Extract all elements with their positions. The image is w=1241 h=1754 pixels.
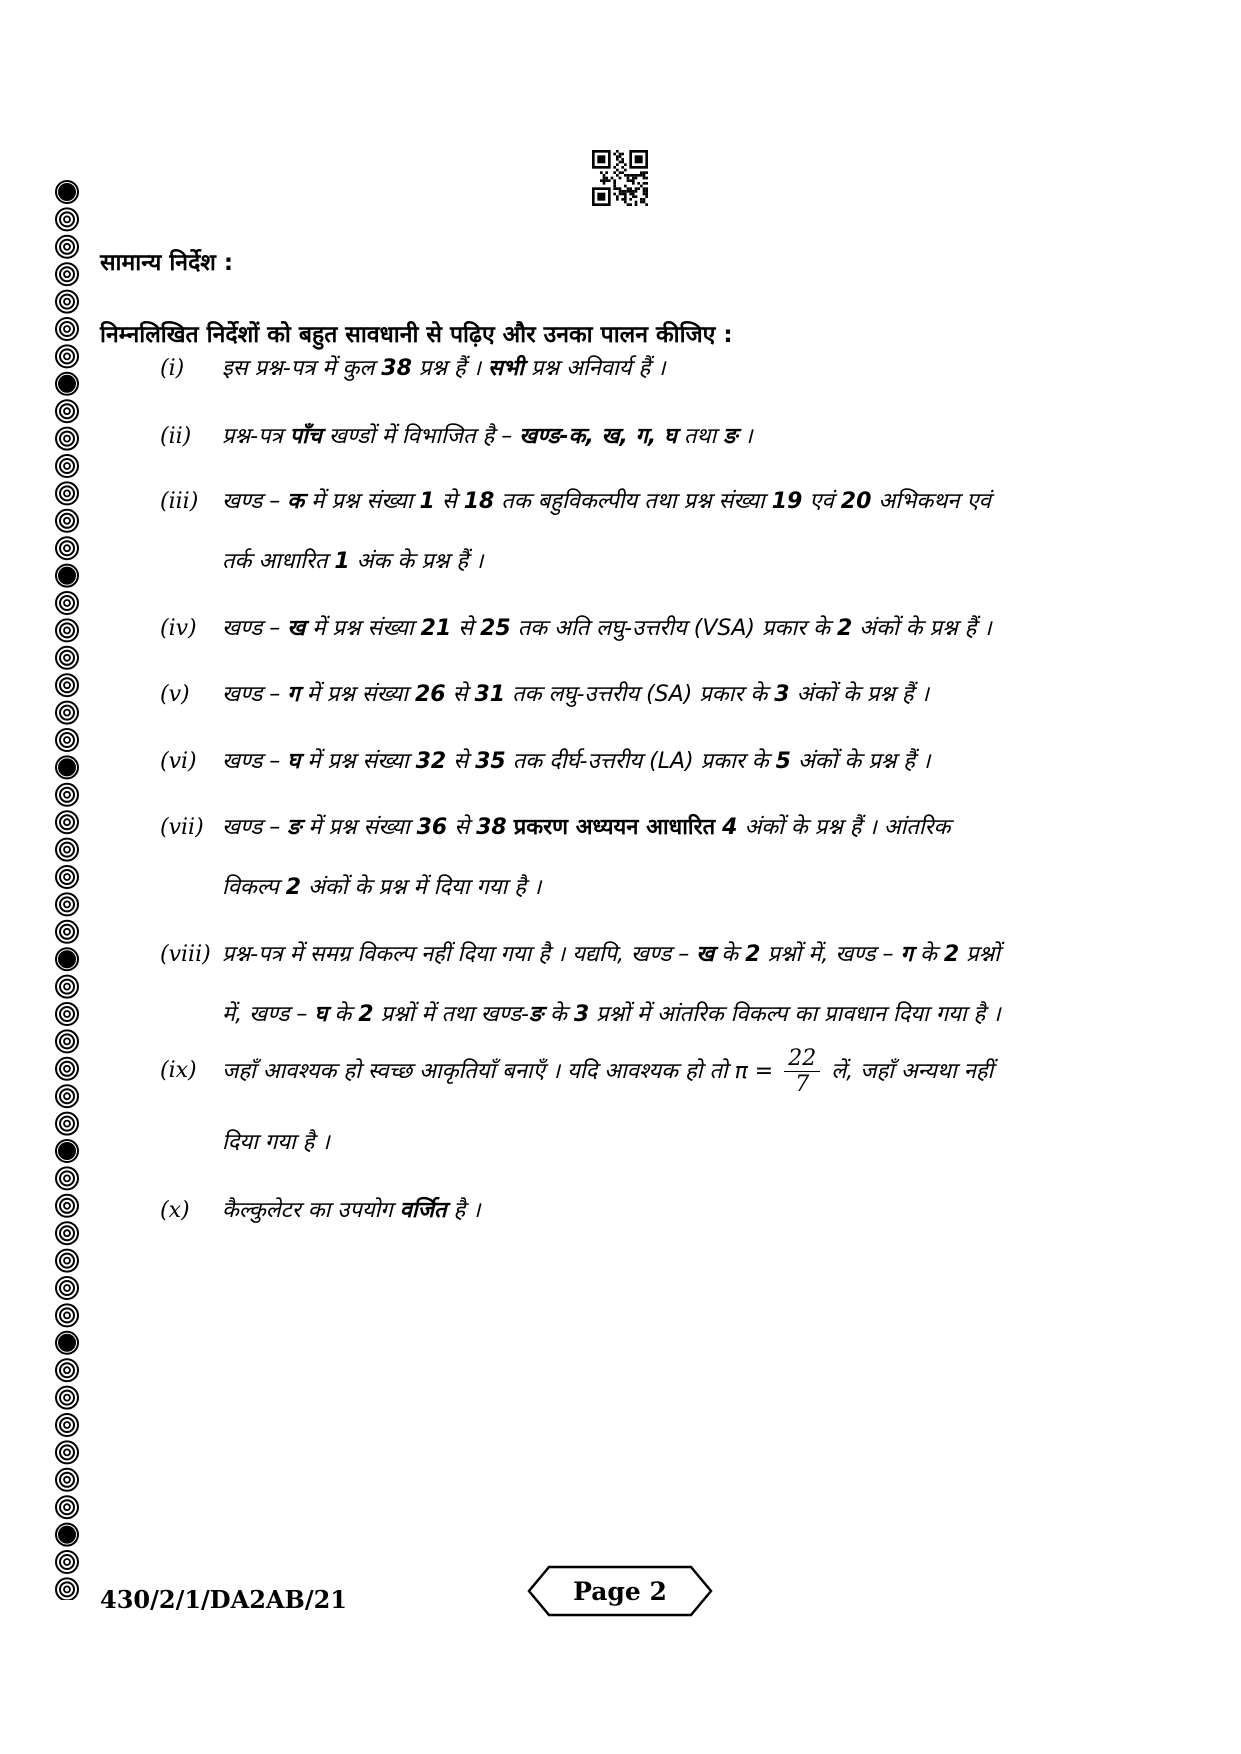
margin-ring bbox=[56, 1496, 78, 1518]
paper-code: 430/2/1/DA2AB/21 bbox=[100, 1585, 347, 1614]
instruction-text: खण्ड – घ में प्रश्न संख्या 32 से 35 तक दीर्घ-उत्तरीय (LA) प्रकार के 5 अंकों के प्रश्न हैं । bbox=[222, 749, 931, 774]
margin-ring bbox=[56, 318, 78, 340]
instruction-text-line2: तर्क आधारित 1 अंक के प्रश्न हैं । bbox=[222, 549, 484, 574]
margin-ring bbox=[56, 236, 78, 258]
margin-ring bbox=[56, 1195, 78, 1217]
instruction-number: (viii) bbox=[160, 942, 211, 967]
instruction-item bbox=[160, 618, 1135, 648]
margin-ring bbox=[56, 208, 78, 230]
instruction-item bbox=[160, 684, 1135, 714]
instruction-text: कैल्कुलेटर का उपयोग वर्जित है । bbox=[222, 1198, 481, 1223]
instruction-number: (v) bbox=[160, 682, 190, 707]
qr-code-icon bbox=[592, 150, 648, 206]
margin-ring bbox=[56, 756, 78, 778]
margin-ring bbox=[56, 373, 78, 395]
instruction-item bbox=[160, 426, 1135, 456]
instruction-number: (i) bbox=[160, 356, 185, 381]
margin-ring bbox=[56, 1332, 78, 1354]
margin-ring bbox=[56, 1304, 78, 1326]
instruction-number: (iv) bbox=[160, 616, 197, 641]
margin-ring bbox=[56, 1414, 78, 1436]
margin-ring bbox=[56, 839, 78, 861]
margin-ring bbox=[56, 784, 78, 806]
instruction-text-line1: खण्ड – ङ में प्रश्न संख्या 36 से 38 प्रकरण अध्ययन आधारित 4 अंकों के प्रश्न हैं । आंतरिक bbox=[222, 815, 951, 840]
margin-ring bbox=[56, 619, 78, 641]
margin-ring bbox=[56, 702, 78, 724]
margin-ring bbox=[56, 948, 78, 970]
instruction-text-line1: जहाँ आवश्यक हो स्वच्छ आकृतियाँ बनाएँ । यदि आवश्यक हो तो π = $\frac{22}{7}$ लें, जहाँ अन्यथा नहीं bbox=[222, 1046, 994, 1098]
pi-fraction: $\frac{22}{7}$ bbox=[784, 1046, 820, 1098]
margin-ring bbox=[56, 729, 78, 751]
margin-ring bbox=[56, 345, 78, 367]
margin-ring bbox=[56, 1359, 78, 1381]
margin-ring bbox=[56, 1524, 78, 1546]
margin-ring bbox=[56, 1250, 78, 1272]
instruction-text-line1: प्रश्न-पत्र में समग्र विकल्प नहीं दिया गया है । यद्यपि, खण्ड – ख के 2 प्रश्नों में, खण्ड – ग के 2 प्रश्नों bbox=[222, 942, 1000, 967]
instruction-item bbox=[160, 1046, 1135, 1160]
instruction-item bbox=[160, 358, 1135, 388]
instruction-number: (iii) bbox=[160, 489, 199, 514]
instruction-item bbox=[160, 751, 1135, 781]
margin-ring bbox=[56, 537, 78, 559]
instruction-text-line2: में, खण्ड – घ के 2 प्रश्नों में तथा खण्ड-ङ के 3 प्रश्नों में आंतरिक विकल्प का प्रावधान दिया गया है । bbox=[222, 1002, 1001, 1027]
heading-general-instructions: सामान्य निर्देश : bbox=[100, 250, 234, 276]
margin-ring bbox=[56, 565, 78, 587]
instruction-text: खण्ड – ख में प्रश्न संख्या 21 से 25 तक अति लघु-उत्तरीय (VSA) प्रकार के 2 अंकों के प्रश्न हैं । bbox=[222, 616, 992, 641]
margin-ring bbox=[56, 1551, 78, 1573]
margin-ring bbox=[56, 1085, 78, 1107]
margin-ring bbox=[56, 181, 78, 203]
margin-ring bbox=[56, 976, 78, 998]
instruction-item bbox=[160, 817, 1135, 907]
margin-ring bbox=[56, 893, 78, 915]
instruction-item bbox=[160, 491, 1135, 581]
margin-ring bbox=[56, 1003, 78, 1025]
instruction-number: (ix) bbox=[160, 1058, 197, 1083]
margin-ring bbox=[56, 647, 78, 669]
margin-ring bbox=[56, 1469, 78, 1491]
instruction-text: इस प्रश्न-पत्र में कुल 38 प्रश्न हैं । सभी प्रश्न अनिवार्य हैं । bbox=[222, 356, 666, 381]
margin-ring bbox=[56, 455, 78, 477]
margin-ring bbox=[56, 1387, 78, 1409]
instruction-text: खण्ड – ग में प्रश्न संख्या 26 से 31 तक लघु-उत्तरीय (SA) प्रकार के 3 अंकों के प्रश्न हैं । bbox=[222, 682, 929, 707]
margin-ring bbox=[56, 1441, 78, 1463]
margin-ring bbox=[56, 1140, 78, 1162]
margin-ring bbox=[56, 263, 78, 285]
margin-ring bbox=[56, 1113, 78, 1135]
margin-ring bbox=[56, 921, 78, 943]
margin-ring bbox=[56, 866, 78, 888]
margin-ring bbox=[56, 291, 78, 313]
margin-ring bbox=[56, 510, 78, 532]
margin-ring bbox=[56, 674, 78, 696]
margin-ring bbox=[56, 1167, 78, 1189]
instruction-item bbox=[160, 944, 1135, 1034]
margin-ring bbox=[56, 1030, 78, 1052]
instruction-text-line2: विकल्प 2 अंकों के प्रश्न में दिया गया है । bbox=[222, 875, 542, 900]
margin-ring bbox=[56, 482, 78, 504]
instruction-number: (ii) bbox=[160, 424, 192, 449]
instruction-number: (x) bbox=[160, 1198, 190, 1223]
margin-ring bbox=[56, 1222, 78, 1244]
instruction-text: प्रश्न-पत्र पाँच खण्डों में विभाजित है – खण्ड-क, ख, ग, घ तथा ङ । bbox=[222, 424, 753, 449]
margin-ring bbox=[56, 1578, 78, 1600]
instruction-text-line2: दिया गया है । bbox=[222, 1130, 330, 1155]
margin-ring bbox=[56, 400, 78, 422]
instruction-number: (vii) bbox=[160, 815, 204, 840]
margin-ring-pattern bbox=[52, 180, 82, 1600]
heading-read-carefully: निम्नलिखित निर्देशों को बहुत सावधानी से पढ़िए और उनका पालन कीजिए : bbox=[100, 322, 733, 348]
instruction-number: (vi) bbox=[160, 749, 197, 774]
margin-ring bbox=[56, 1277, 78, 1299]
instruction-item bbox=[160, 1200, 1135, 1230]
instruction-text-line1: खण्ड – क में प्रश्न संख्या 1 से 18 तक बहुविकल्पीय तथा प्रश्न संख्या 19 एवं 20 अभिकथन एवं bbox=[222, 489, 991, 514]
margin-ring bbox=[56, 592, 78, 614]
margin-ring bbox=[56, 428, 78, 450]
page-number: Page 2 bbox=[573, 1577, 667, 1606]
margin-ring bbox=[56, 811, 78, 833]
margin-ring bbox=[56, 1058, 78, 1080]
